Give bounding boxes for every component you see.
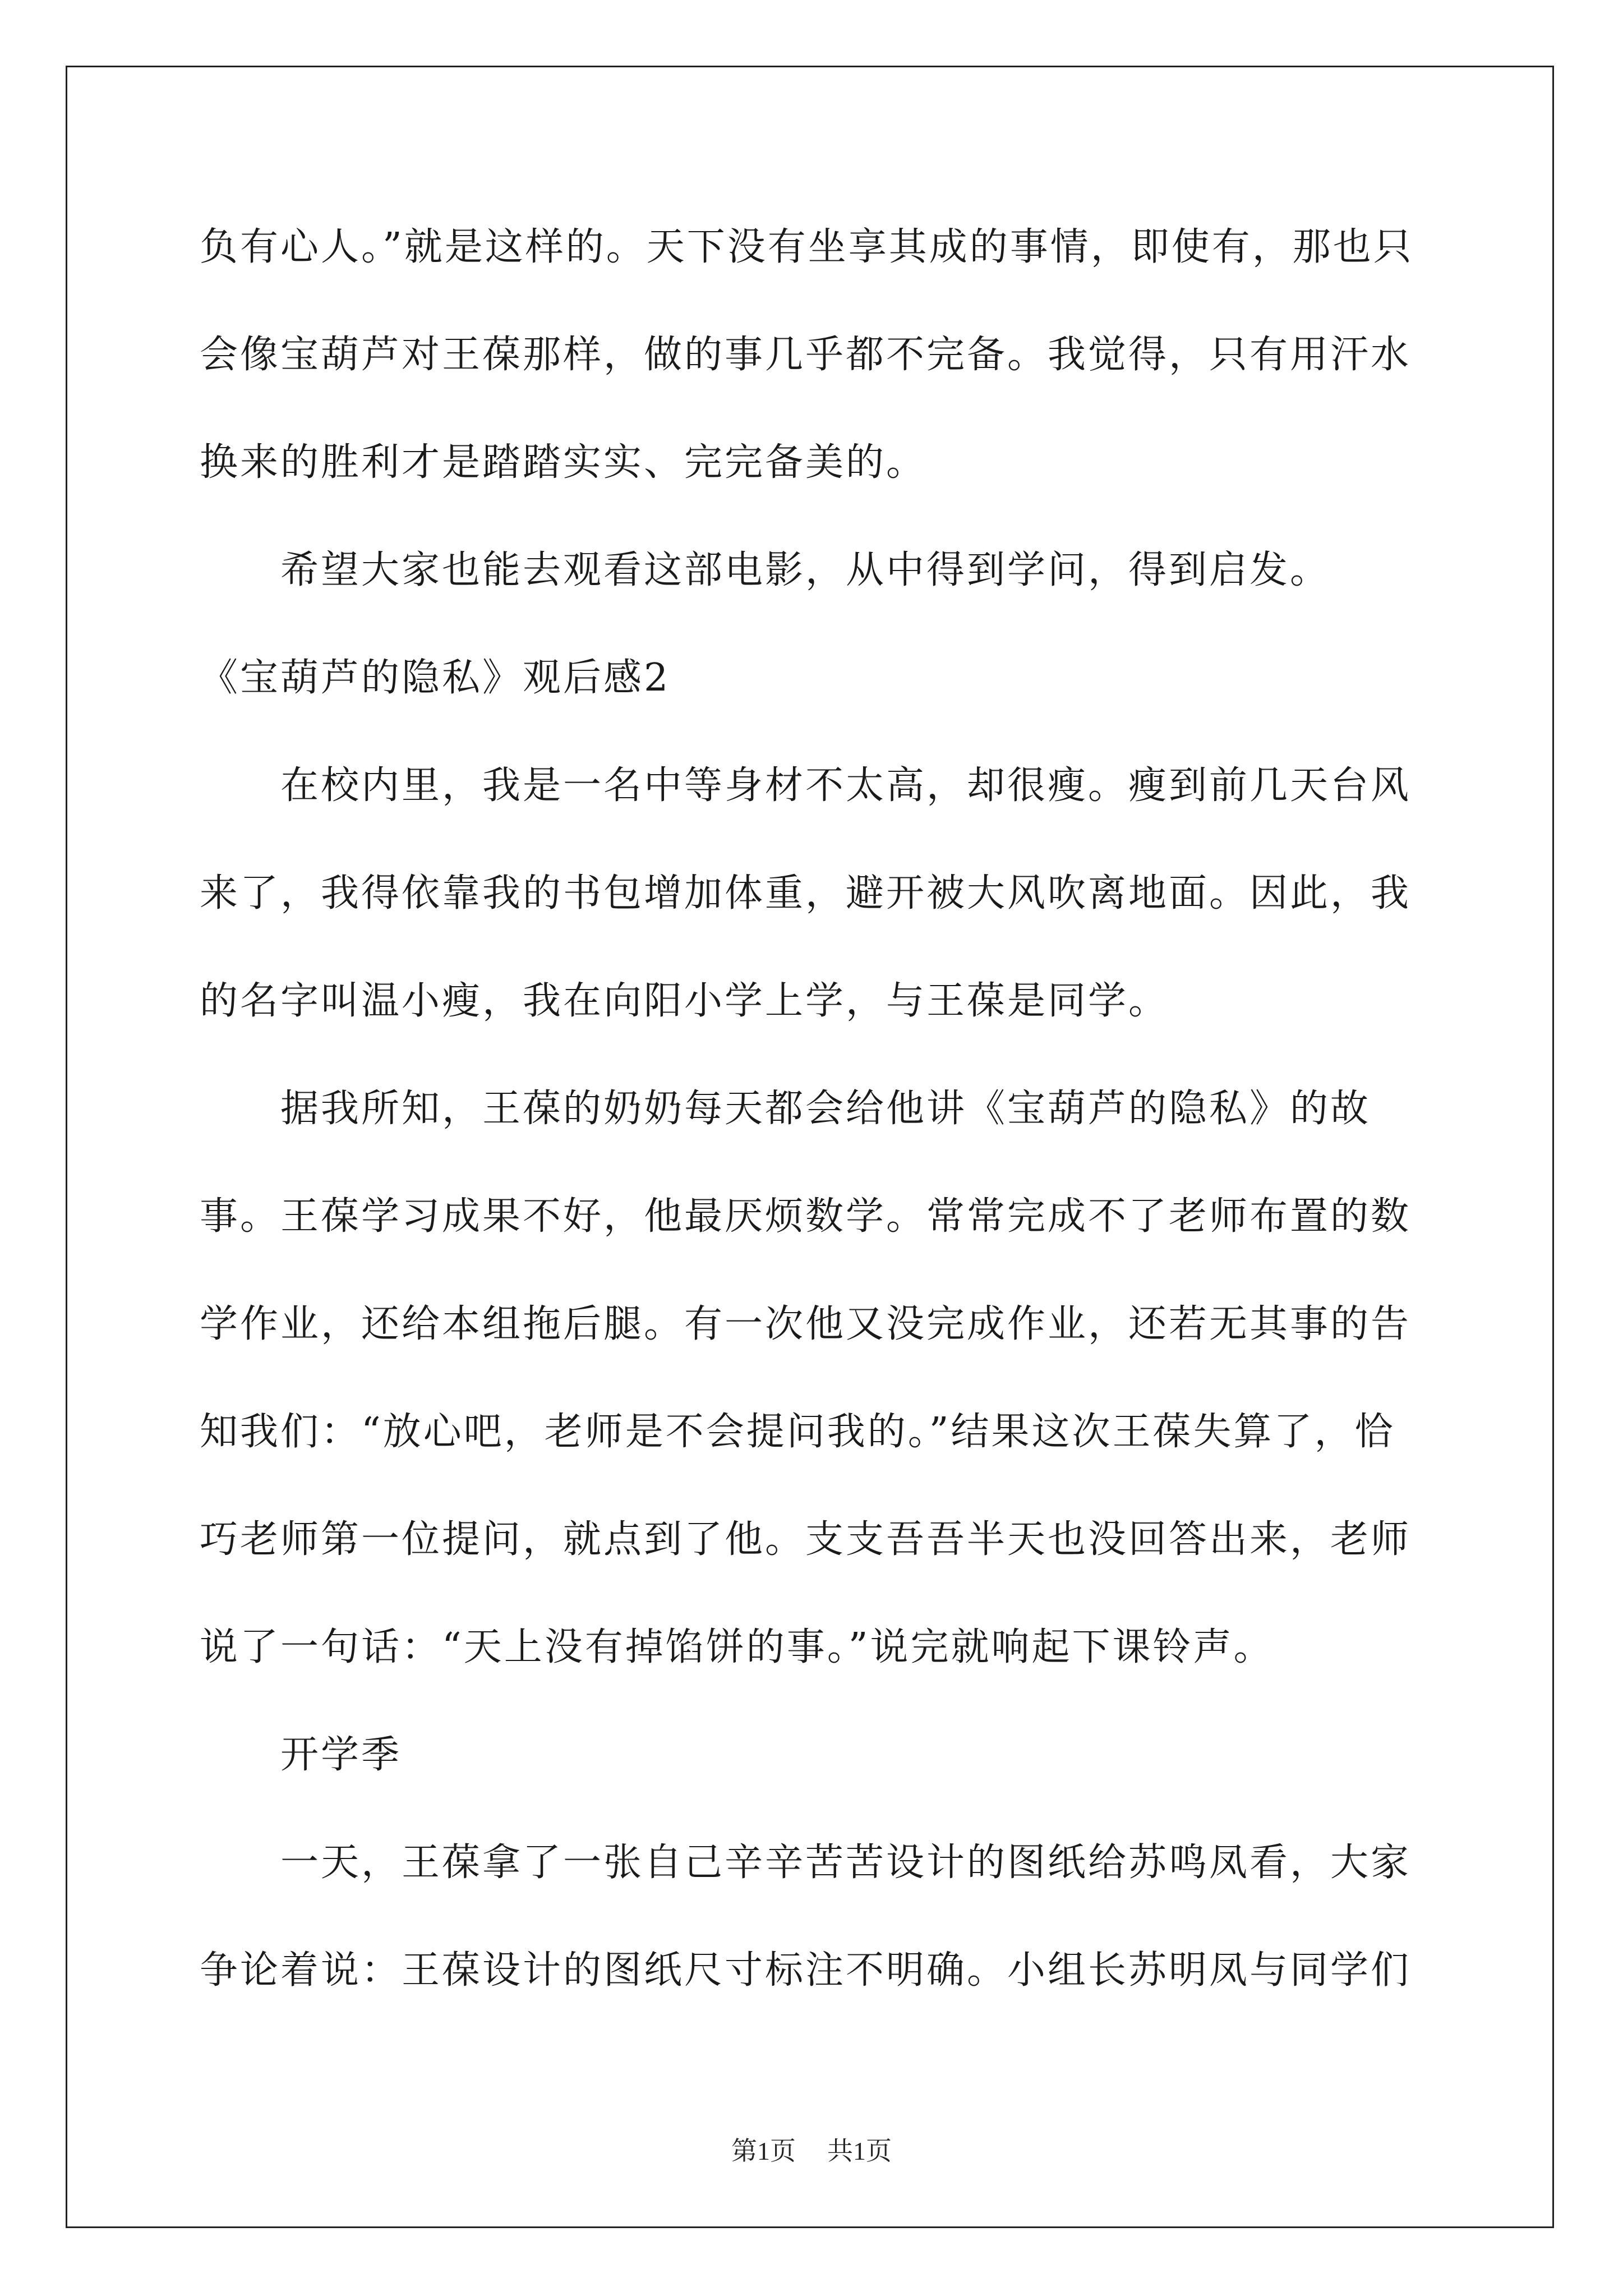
section-heading: 《宝葫芦的隐私》观后感2 <box>200 656 671 700</box>
paragraph: 据我所知，王葆的奶奶每天都会给他讲《宝葫芦的隐私》的故事。王葆学习成果不好，他最厌烦数学。常常完成不了老师布置的数学作业，还给本组拖后腿。有一次他又没完成作业，还若无其事的告知我们：“放心吧，老师是不会提问我的。”结果这次王葆失算了，恰巧老师第一位提问，就点到了他。支支吾吾半天也没回答出来，老师说了一句话：“天上没有掉馅饼的事。”说完就响起下课铃声。 <box>200 1087 1412 1669</box>
paragraph: 开学季 <box>280 1733 402 1777</box>
page-footer <box>0 2131 1623 2168</box>
paragraph: 负有心人。”就是这样的。天下没有坐享其成的事情，即使有，那也只会像宝葫芦对王葆那样，做的事几乎都不完备。我觉得，只有用汗水换来的胜利才是踏踏实实、完完备美的。 <box>200 225 1414 485</box>
page-total: 共1页 <box>827 2137 892 2165</box>
paragraph: 一天，王葆拿了一张自己辛辛苦苦设计的图纸给苏鸣凤看，大家争论着说：王葆设计的图纸尺寸标注不明确。小组长苏明凤与同学们 <box>200 1841 1412 1993</box>
page-number: 第1页 <box>731 2137 796 2165</box>
paragraph: 希望大家也能去观看这部电影，从中得到学问，得到启发。 <box>280 548 1331 592</box>
paragraph: 在校内里，我是一名中等身材不太高，却很瘦。瘦到前几天台风来了，我得依靠我的书包增加体重，避开被大风吹离地面。因此，我的名字叫温小瘦，我在向阳小学上学，与王葆是同学。 <box>200 763 1412 1023</box>
document-body <box>200 194 1433 2024</box>
